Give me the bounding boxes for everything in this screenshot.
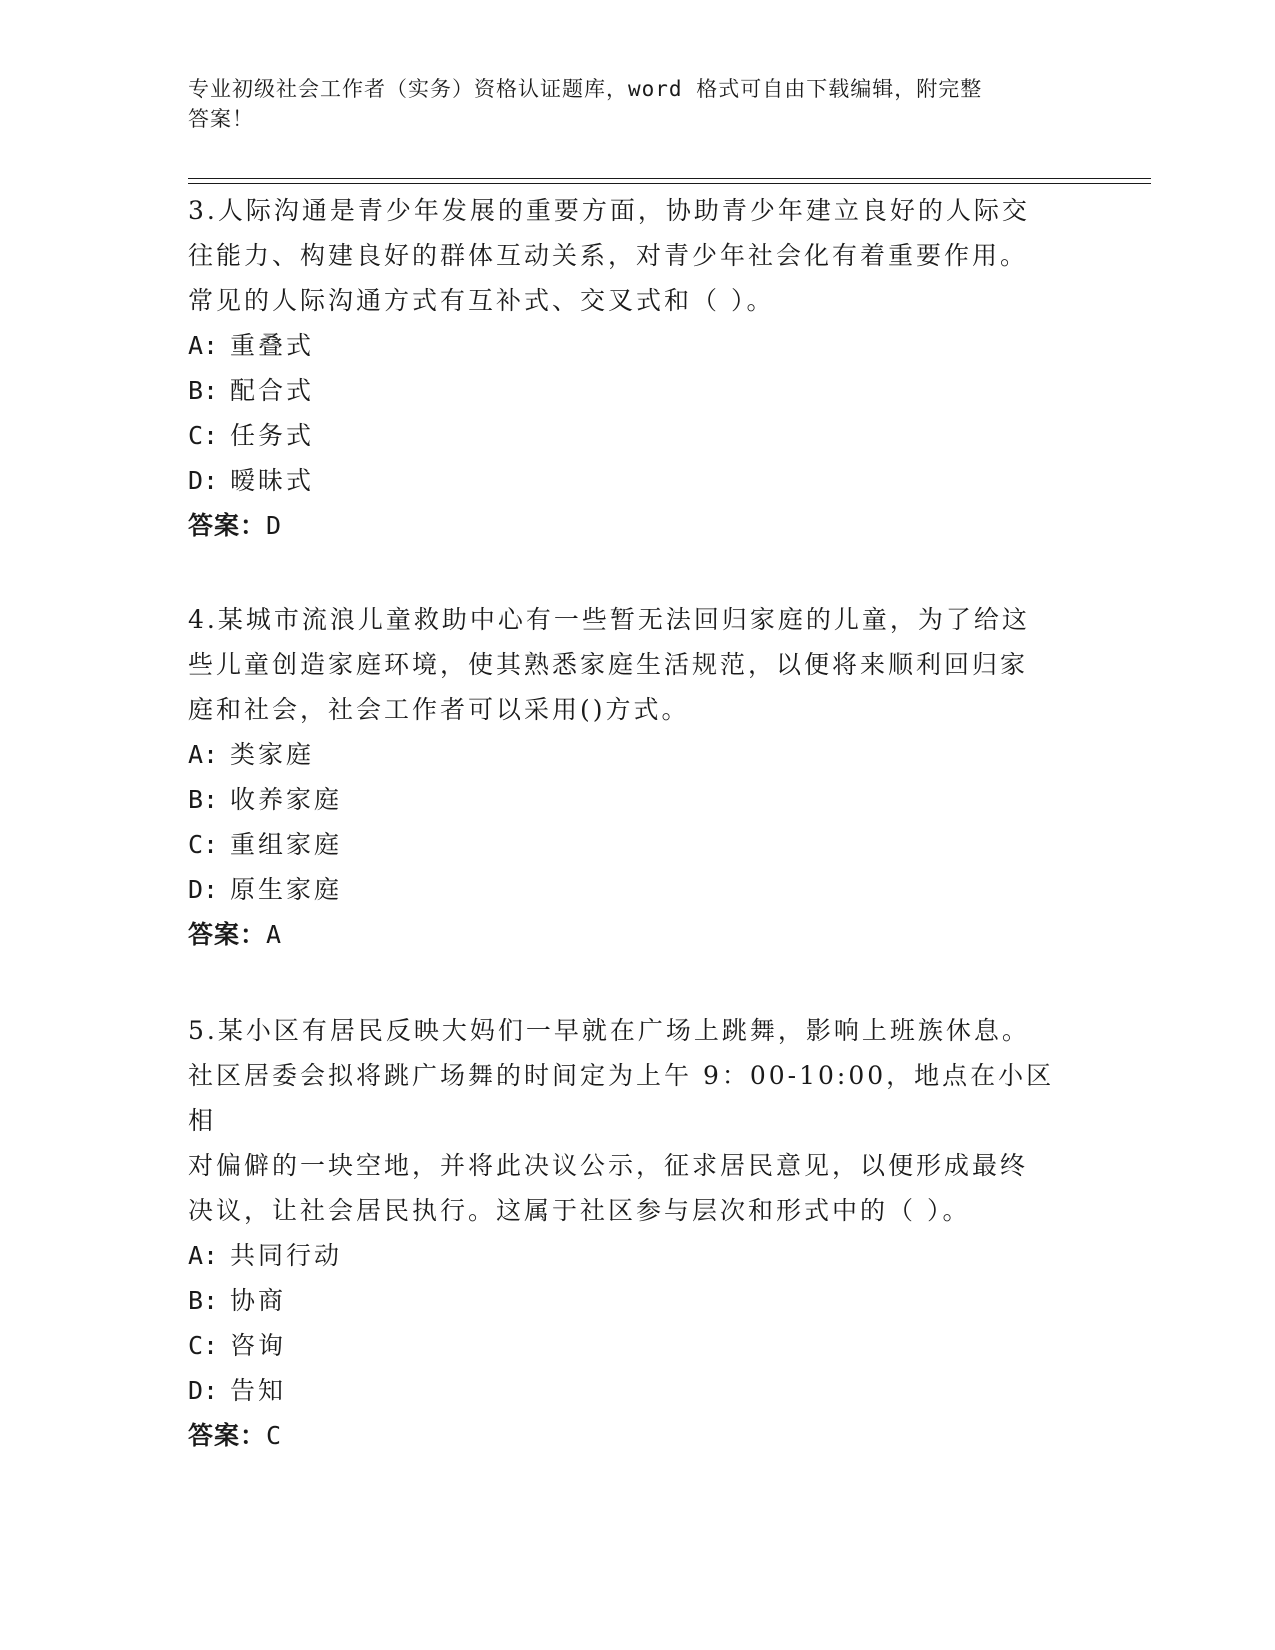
answer-value: D xyxy=(266,511,283,540)
option-letter: A: xyxy=(188,1241,219,1270)
option-a xyxy=(188,1233,1078,1278)
option-c xyxy=(188,822,1078,867)
stem-line: 3.人际沟通是青少年发展的重要方面，协助青少年建立良好的人际交 xyxy=(188,196,1030,225)
stem-line: 决议，让社会居民执行。这属于社区参与层次和形式中的（ ）。 xyxy=(188,1196,971,1225)
question-4 xyxy=(188,597,1078,958)
option-text: 类家庭 xyxy=(230,740,315,769)
option-a xyxy=(188,323,1078,368)
option-text: 咨询 xyxy=(230,1331,287,1360)
stem-line: 往能力、构建良好的群体互动关系，对青少年社会化有着重要作用。 xyxy=(188,241,1029,270)
option-text: 协商 xyxy=(230,1286,287,1315)
stem-line: 庭和社会，社会工作者可以采用()方式。 xyxy=(188,695,690,724)
stem-line: 4.某城市流浪儿童救助中心有一些暂无法回归家庭的儿童，为了给这 xyxy=(188,605,1030,634)
option-letter: B: xyxy=(188,785,219,814)
document-header xyxy=(188,74,1068,134)
answer xyxy=(188,912,1078,958)
header-divider-top xyxy=(188,178,1151,179)
stem-line: 些儿童创造家庭环境，使其熟悉家庭生活规范，以便将来顺利回归家 xyxy=(188,650,1029,679)
option-c xyxy=(188,1323,1078,1368)
header-divider-bottom xyxy=(188,183,1151,184)
answer xyxy=(188,1413,1078,1459)
question-3 xyxy=(188,188,1078,549)
option-letter: B: xyxy=(188,1286,219,1315)
option-d xyxy=(188,458,1078,503)
answer-label: 答案： xyxy=(188,511,267,540)
option-d xyxy=(188,867,1078,912)
option-letter: D: xyxy=(188,875,219,904)
stem-line: 社区居委会拟将跳广场舞的时间定为上午 9：00-10:00，地点在小区相 xyxy=(188,1061,1055,1135)
stem-line: 常见的人际沟通方式有互补式、交叉式和（ ）。 xyxy=(188,286,775,315)
question-stem xyxy=(188,1008,1078,1233)
answer-label: 答案： xyxy=(188,1421,267,1450)
option-letter: D: xyxy=(188,1376,219,1405)
option-a xyxy=(188,732,1078,777)
option-text: 告知 xyxy=(230,1376,287,1405)
option-text: 重叠式 xyxy=(230,331,315,360)
option-c xyxy=(188,413,1078,458)
header-line-2: 答案！ xyxy=(188,107,254,131)
stem-line: 5.某小区有居民反映大妈们一早就在广场上跳舞，影响上班族休息。 xyxy=(188,1016,1030,1045)
question-stem xyxy=(188,597,1078,732)
question-5 xyxy=(188,1008,1078,1459)
option-text: 收养家庭 xyxy=(230,785,343,814)
option-text: 暧昧式 xyxy=(230,466,315,495)
option-b xyxy=(188,777,1078,822)
option-d xyxy=(188,1368,1078,1413)
answer xyxy=(188,503,1078,549)
option-letter: A: xyxy=(188,740,219,769)
header-line-1: 专业初级社会工作者（实务）资格认证题库，word 格式可自由下载编辑，附完整 xyxy=(188,77,983,101)
option-letter: C: xyxy=(188,830,219,859)
option-letter: C: xyxy=(188,1331,219,1360)
option-letter: C: xyxy=(188,421,219,450)
option-letter: A: xyxy=(188,331,219,360)
option-letter: D: xyxy=(188,466,219,495)
option-text: 任务式 xyxy=(230,421,315,450)
option-b xyxy=(188,368,1078,413)
option-text: 配合式 xyxy=(230,376,315,405)
question-stem xyxy=(188,188,1078,323)
option-text: 重组家庭 xyxy=(230,830,343,859)
option-letter: B: xyxy=(188,376,219,405)
option-text: 共同行动 xyxy=(230,1241,343,1270)
stem-line: 对偏僻的一块空地，并将此决议公示，征求居民意见，以便形成最终 xyxy=(188,1151,1029,1180)
option-text: 原生家庭 xyxy=(230,875,343,904)
answer-value: A xyxy=(266,920,283,949)
answer-label: 答案： xyxy=(188,920,267,949)
option-b xyxy=(188,1278,1078,1323)
answer-value: C xyxy=(266,1421,283,1450)
